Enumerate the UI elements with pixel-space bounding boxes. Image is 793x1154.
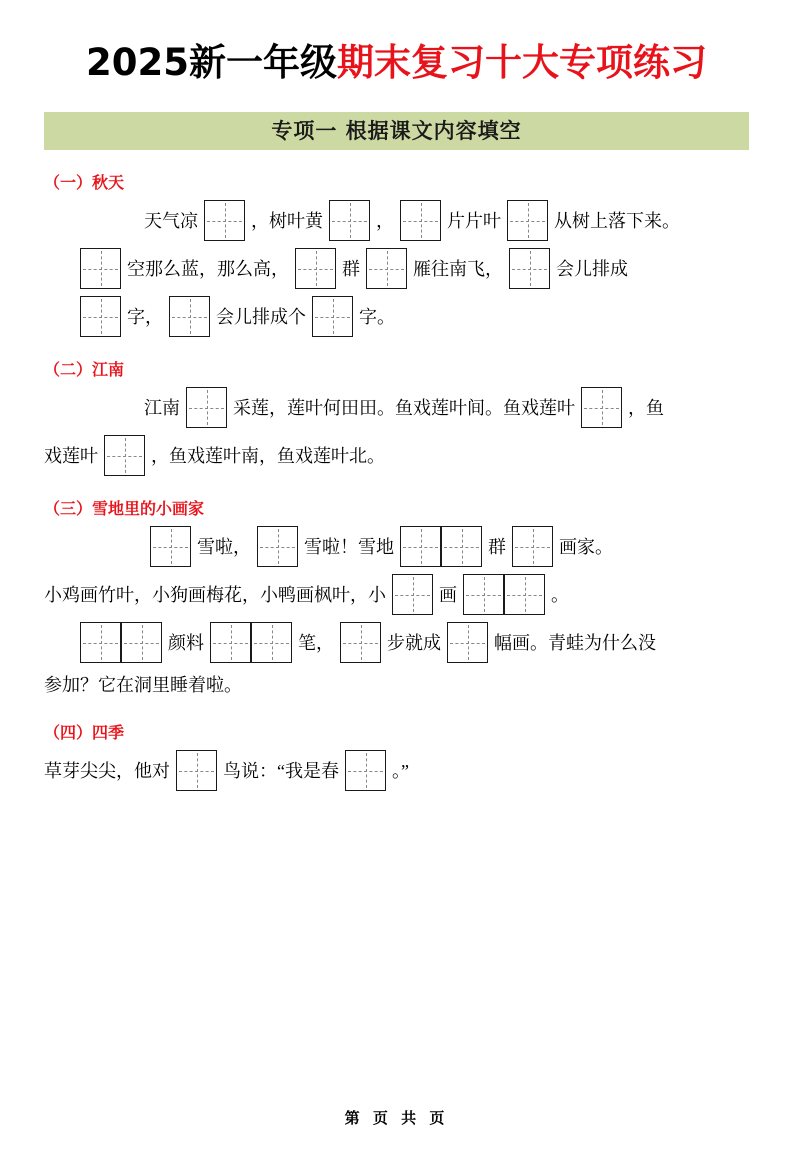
line-text: 。” <box>392 760 409 781</box>
fill-in-line <box>44 670 749 700</box>
answer-box-group[interactable] <box>80 296 121 337</box>
line-text: ，树叶黄 <box>251 210 323 231</box>
line-text: 雪啦！雪地 <box>304 536 394 557</box>
worksheet-page <box>0 32 793 1154</box>
answer-box-group[interactable] <box>400 200 441 241</box>
answer-box[interactable] <box>150 526 191 567</box>
section-heading: （一）秋天 <box>44 173 125 192</box>
title-part3: 十大专项练习 <box>484 41 707 84</box>
answer-box-group[interactable] <box>447 622 488 663</box>
line-text: ，鱼 <box>628 397 664 418</box>
answer-box[interactable] <box>366 248 407 289</box>
section-heading: （三）雪地里的小画家 <box>44 499 205 518</box>
answer-box[interactable] <box>507 200 548 241</box>
line-text: 。 <box>551 584 569 605</box>
answer-box[interactable] <box>581 387 622 428</box>
line-text: 画家。 <box>559 536 613 557</box>
answer-box-group[interactable] <box>104 435 145 476</box>
answer-box-group[interactable] <box>340 622 381 663</box>
answer-box-group[interactable] <box>512 526 553 567</box>
answer-box-group[interactable] <box>509 248 550 289</box>
answer-box[interactable] <box>186 387 227 428</box>
answer-box-group[interactable] <box>80 622 162 663</box>
line-text: 草芽尖尖，他对 <box>44 760 170 781</box>
answer-box-group[interactable] <box>186 387 227 428</box>
answer-box[interactable] <box>400 200 441 241</box>
answer-box[interactable] <box>169 296 210 337</box>
answer-box[interactable] <box>121 622 162 663</box>
fill-in-line <box>44 750 749 791</box>
line-text: 幅画。青蛙为什么没 <box>494 632 656 653</box>
answer-box[interactable] <box>340 622 381 663</box>
fill-in-line <box>44 526 749 567</box>
answer-box[interactable] <box>329 200 370 241</box>
answer-box-group[interactable] <box>581 387 622 428</box>
answer-box[interactable] <box>463 574 504 615</box>
line-text: 字， <box>127 306 163 327</box>
line-text: 步就成 <box>387 632 441 653</box>
line-text: 会儿排成 <box>556 258 628 279</box>
page-footer: 第 页 共 页 <box>344 1109 449 1127</box>
line-text: 字。 <box>359 306 395 327</box>
line-text: 采莲，莲叶何田田。鱼戏莲叶间。鱼戏莲叶 <box>233 397 575 418</box>
fill-in-line <box>44 248 749 289</box>
answer-box-group[interactable] <box>345 750 386 791</box>
sections-container <box>44 170 749 791</box>
line-text: 群 <box>342 258 360 279</box>
answer-box-group[interactable] <box>312 296 353 337</box>
line-text: 小鸡画竹叶，小狗画梅花，小鸭画枫叶，小 <box>44 584 386 605</box>
title-part2: 期末复习 <box>336 41 485 84</box>
answer-box[interactable] <box>345 750 386 791</box>
line-text: 鸟说：“我是春 <box>223 760 339 781</box>
answer-box-group[interactable] <box>329 200 370 241</box>
answer-box-group[interactable] <box>210 622 292 663</box>
fill-in-line <box>44 622 749 663</box>
line-text: 会儿排成个 <box>216 306 306 327</box>
line-text: ， <box>376 210 394 231</box>
line-text: 天气凉 <box>144 210 198 231</box>
page-title <box>44 32 749 86</box>
answer-box[interactable] <box>441 526 482 567</box>
answer-box-group[interactable] <box>176 750 217 791</box>
line-text: 戏莲叶 <box>44 445 98 466</box>
line-text: 从树上落下来。 <box>554 210 680 231</box>
line-text: 颜料 <box>168 632 204 653</box>
fill-in-line <box>44 435 749 476</box>
answer-box[interactable] <box>257 526 298 567</box>
answer-box[interactable] <box>210 622 251 663</box>
answer-box[interactable] <box>504 574 545 615</box>
answer-box[interactable] <box>251 622 292 663</box>
answer-box-group[interactable] <box>295 248 336 289</box>
line-text: 片片叶 <box>447 210 501 231</box>
answer-box[interactable] <box>80 296 121 337</box>
answer-box[interactable] <box>509 248 550 289</box>
answer-box[interactable] <box>204 200 245 241</box>
answer-box-group[interactable] <box>507 200 548 241</box>
line-text: 画 <box>439 584 457 605</box>
line-text: 参加？它在洞里睡着啦。 <box>44 675 242 695</box>
answer-box[interactable] <box>176 750 217 791</box>
answer-box-group[interactable] <box>400 526 482 567</box>
fill-in-line <box>44 200 749 241</box>
section-heading: （四）四季 <box>44 723 125 742</box>
line-text: 雁往南飞， <box>413 258 503 279</box>
answer-box[interactable] <box>295 248 336 289</box>
line-text: 群 <box>488 536 506 557</box>
answer-box-group[interactable] <box>169 296 210 337</box>
answer-box-group[interactable] <box>257 526 298 567</box>
answer-box-group[interactable] <box>80 248 121 289</box>
fill-in-line <box>44 574 749 615</box>
answer-box-group[interactable] <box>392 574 433 615</box>
answer-box[interactable] <box>104 435 145 476</box>
line-text: 江南 <box>144 397 180 418</box>
title-part1: 2025新一年级 <box>86 41 337 84</box>
section-banner: 专项一 根据课文内容填空 <box>44 112 749 150</box>
section-heading: （二）江南 <box>44 360 125 379</box>
answer-box[interactable] <box>80 248 121 289</box>
line-text: 笔， <box>298 632 334 653</box>
answer-box[interactable] <box>400 526 441 567</box>
fill-in-line <box>44 387 749 428</box>
line-text: 空那么蓝，那么高， <box>127 258 289 279</box>
fill-in-line <box>44 296 749 337</box>
line-text: 雪啦， <box>197 536 251 557</box>
answer-box-group[interactable] <box>204 200 245 241</box>
answer-box[interactable] <box>447 622 488 663</box>
answer-box[interactable] <box>312 296 353 337</box>
line-text: ，鱼戏莲叶南，鱼戏莲叶北。 <box>151 445 385 466</box>
answer-box[interactable] <box>392 574 433 615</box>
answer-box-group[interactable] <box>366 248 407 289</box>
answer-box-group[interactable] <box>150 526 191 567</box>
answer-box-group[interactable] <box>463 574 545 615</box>
answer-box[interactable] <box>512 526 553 567</box>
answer-box[interactable] <box>80 622 121 663</box>
